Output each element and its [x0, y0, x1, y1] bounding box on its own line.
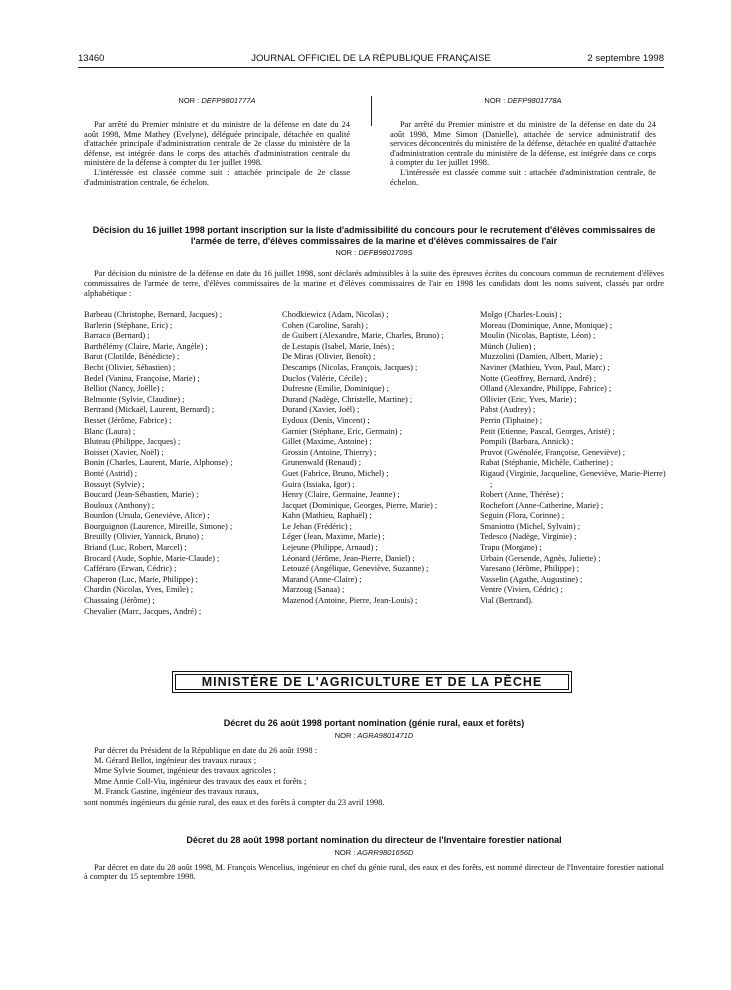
candidate-name: Barthélémy (Claire, Marie, Angèle) ; [84, 341, 208, 351]
page-header [78, 53, 664, 65]
candidate-name: Marand (Anne-Claire) ; [282, 574, 362, 584]
candidate-name: Belliot (Nancy, Joëlle) ; [84, 384, 164, 394]
candidate-name: Eydoux (Denis, Vincent) ; [282, 415, 370, 425]
candidate-name: Bluteau (Philippe, Jacques) ; [84, 437, 181, 447]
candidate-name: Moreau (Dominique, Anne, Monique) ; [480, 320, 613, 330]
candidate-name: Bourguignon (Laurence, Mireille, Simone) ; [84, 521, 233, 531]
candidates-column-1 [84, 310, 272, 617]
candidate-name: Pruvot (Gwénolée, Françoise, Geneviève) ; [480, 447, 626, 457]
candidate-name: Grunenwald (Renaud) ; [282, 458, 362, 468]
nor-reference: NOR : AGRA9801471D [334, 730, 414, 740]
candidate-name: Robert (Anne, Thérèse) ; [480, 490, 564, 500]
nor-code: DEFP9801778A [507, 96, 562, 105]
candidate-name: Breuilly (Olivier, Yannick, Bruno) ; [84, 532, 204, 542]
candidate-name: Rabat (Stéphanie, Michèle, Catherine) ; [480, 458, 614, 468]
candidate-name: Henry (Claire, Germaine, Jeanne) ; [282, 490, 400, 500]
decret-line: M. Gérard Bellot, ingénieur des travaux ruraux ; [94, 755, 257, 765]
decret-title: Décret du 26 août 1998 portant nomination (génie rural, eaux et forêts) [223, 718, 525, 728]
candidate-name: Gillet (Maxime, Antoine) ; [282, 437, 372, 447]
nor-reference: NOR : DEFP9801778A [484, 96, 562, 105]
candidate-name: Dufresne (Emilie, Dominique) ; [282, 384, 389, 394]
candidate-name: Chardin (Nicolas, Yves, Emile) ; [84, 585, 194, 595]
candidate-name: Barbeau (Christophe, Bernard, Jacques) ; [84, 310, 223, 319]
candidate-name: Olland (Alexandre, Philippe, Fabrice) ; [480, 384, 612, 394]
ministry-title: MINISTÈRE DE L'AGRICULTURE ET DE LA PÊCHE [175, 674, 569, 690]
decision-title: Décision du 16 juillet 1998 portant inscription sur la liste d'admissibilité du concours pour le recrutement d'élèves commissaires de l'armée de terre, d'élèves commissaires de la marine et d'élèves commissaires de l'air [92, 225, 656, 246]
candidate-name: Pabst (Audrey) ; [480, 405, 536, 415]
decret-body [84, 746, 664, 808]
arrete-mathey [84, 96, 350, 187]
candidate-name: Bedel (Vanina, Françoise, Marie) ; [84, 373, 200, 383]
paragraph: Par arrêté du Premier ministre et du ministre de la défense en date du 24 août 1998, Mme Simon (Danielle), attachée de service administratif des services déconcentrés du ministère de la défense, détachée en qualité d'attachée d'administration centrale du ministère de la défense, est intégrée dans ce corps à compter du 1er juillet 1998. [390, 120, 656, 168]
candidate-name: Vasselin (Agathe, Augustine) ; [480, 574, 583, 584]
candidate-name: Münch (Julien) ; [480, 341, 536, 351]
candidate-name: Ollivier (Eric, Yves, Marie) ; [480, 394, 577, 404]
journal-title: JOURNAL OFFICIEL DE LA RÉPUBLIQUE FRANÇAISE [251, 53, 491, 64]
paragraph: L'intéressée est classée comme suit : attachée principale de 2e classe d'administration centrale, 6e échelon. [84, 167, 350, 187]
candidate-name: Molgo (Charles-Louis) ; [480, 310, 562, 319]
candidate-name: Le Jehan (Frédéric) ; [282, 521, 352, 531]
candidate-name: Marzoug (Sanaa) ; [282, 585, 345, 595]
decret-title: Décret du 28 août 1998 portant nomination du directeur de l'Inventaire forestier national [186, 835, 562, 845]
candidate-name: de Lestapis (Isabel, Marie, Inès) ; [282, 341, 395, 351]
candidate-name: Bonin (Charles, Laurent, Marie, Alphonse) ; [84, 458, 233, 468]
decret-nomination-genie-rural [84, 718, 664, 808]
ministry-heading-box [172, 671, 572, 693]
decret-body: Par décret en date du 28 août 1998, M. François Wencelius, ingénieur en chef du génie rural, des eaux et des forêts, est nommé directeur de l'Inventaire forestier national à compter du 15 septembre 1998. [84, 862, 664, 882]
paragraph: Par arrêté du Premier ministre et du ministre de la défense en date du 24 août 1998, Mme Mathey (Evelyne), déléguée principale, détachée en qualité d'attachée principale d'administration centrale de 2e classe du ministère de la défense, est intégrée dans le corps des attachés d'administration centrale du ministère de la défense à compter du 1er juillet 1998. [84, 120, 350, 168]
candidate-name: Urbain (Gersende, Agnès, Juliette) ; [480, 553, 601, 563]
candidate-name: Notte (Geoffrey, Bernard, André) ; [480, 373, 597, 383]
arrete-simon [390, 96, 656, 187]
candidates-list [84, 310, 664, 632]
page-number: 13460 [78, 53, 105, 64]
candidate-name: Barut (Clotilde, Bénédicte) ; [84, 352, 180, 362]
candidate-name: Perrin (Tiphaine) ; [480, 415, 543, 425]
candidate-name: Naviner (Mathieu, Yvon, Paul, Marc) ; [480, 362, 610, 372]
candidate-name: Chevalier (Marc, Jacques, André) ; [84, 606, 202, 616]
candidate-name: Becht (Olivier, Sébastien) ; [84, 362, 176, 372]
decret-line: Mme Annie Coll-Viu, ingénieur des travaux des eaux et forêts ; [94, 776, 307, 786]
candidate-name: Léger (Jean, Maxime, Marie) ; [282, 532, 385, 542]
candidate-name: Pompili (Barbara, Annick) ; [480, 437, 574, 447]
candidate-name: Blanc (Laura) ; [84, 426, 136, 436]
candidates-column-3 [480, 310, 668, 607]
nor-code: DEFB9801709S [358, 248, 413, 257]
candidate-name: Durand (Nadège, Christelle, Martine) ; [282, 394, 413, 404]
nor-reference: NOR : DEFB9801709S [335, 248, 413, 257]
candidate-name: Bonté (Astrid) ; [84, 468, 138, 478]
candidate-name: Chodkiewicz (Adam, Nicolas) ; [282, 310, 389, 319]
nor-code: DEFP9801777A [201, 96, 256, 105]
candidate-name: Descamps (Nicolas, François, Jacques) ; [282, 362, 418, 372]
candidate-name: Brocard (Aude, Sophie, Marie-Claude) ; [84, 553, 220, 563]
candidate-name: Bertrand (Mickaël, Laurent, Bernard) ; [84, 405, 215, 415]
candidate-name: Grossin (Antoine, Thierry) ; [282, 447, 377, 457]
nor-reference: NOR : AGRR9801656D [334, 847, 414, 857]
candidate-name: Belmonte (Sylvie, Claudine) ; [84, 394, 185, 404]
decret-line: sont nommés ingénieurs du génie rural, des eaux et des forêts à compter du 23 avril 1998. [84, 797, 385, 807]
candidate-name: De Miras (Olivier, Benoît) ; [282, 352, 376, 362]
candidate-name: Besset (Jérôme, Fabrice) ; [84, 415, 172, 425]
candidate-name: Petit (Etienne, Pascal, Georges, Aristé) ; [480, 426, 615, 436]
candidate-name: Durand (Xavier, Joël) ; [282, 405, 360, 415]
nor-code: AGRR9801656D [357, 847, 414, 857]
candidate-name: Guet (Fabrice, Bruno, Michel) ; [282, 468, 389, 478]
candidate-name: Rigaud (Virginie, Jacqueline, Geneviève, Marie-Pierre) ; [480, 468, 666, 489]
candidate-name: Guira (Issiaka, Igor) ; [282, 479, 355, 489]
candidate-name: Chassaing (Jérôme) ; [84, 596, 155, 606]
candidate-name: Boucard (Jean-Sébastien, Marie) ; [84, 490, 199, 500]
candidate-name: Mazenod (Antoine, Pierre, Jean-Louis) ; [282, 596, 418, 606]
candidate-name: Cafféraro (Erwan, Cédric) ; [84, 564, 177, 574]
issue-date: 2 septembre 1998 [587, 53, 664, 64]
decret-line: Par décret du Président de la République en date du 26 août 1998 : [94, 745, 318, 755]
decision-section [84, 225, 664, 298]
candidate-name: Trapu (Morgane) ; [480, 543, 542, 553]
paragraph: L'intéressée est classée comme suit : attachée d'administration centrale, 8e échelon. [390, 167, 656, 187]
candidate-name: Ventre (Vivien, Cédric) ; [480, 585, 563, 595]
candidate-name: Muzzolini (Damien, Albert, Marie) ; [480, 352, 603, 362]
candidate-name: Chaperon (Luc, Marie, Philippe) ; [84, 574, 198, 584]
candidate-name: Boisset (Xavier, Noël) ; [84, 447, 164, 457]
top-arretes [84, 96, 664, 214]
candidate-name: Tedesco (Nadège, Virginie) ; [480, 532, 577, 542]
candidate-name: Varesano (Jérôme, Philippe) ; [480, 564, 580, 574]
nor-code: AGRA9801471D [357, 730, 414, 740]
decret-line: M. Franck Gastine, ingénieur des travaux ruraux, [94, 787, 259, 797]
candidate-name: Bossuyt (Sylvie) ; [84, 479, 145, 489]
candidate-name: Lejeune (Philippe, Arnaud) ; [282, 543, 378, 553]
candidate-name: Kahn (Mathieu, Raphaël) ; [282, 511, 372, 521]
candidate-name: Moulin (Nicolas, Baptiste, Léon) ; [480, 331, 596, 341]
candidate-name: Barraco (Bernard) ; [84, 331, 150, 341]
decret-directeur-inventaire [84, 835, 664, 882]
candidate-name: Smaniotto (Michel, Sylvain) ; [480, 521, 581, 531]
decision-intro: Par décision du ministre de la défense en date du 16 juillet 1998, sont déclarés admissibles à la suite des épreuves écrites du concours commun de recrutement d'élèves commissaires de l'armée de terre, d'élèves commissaires de la marine et d'élèves commissaires de l'air en 1998 les candidats dont les noms suivent, classés par ordre alphabétique : [84, 269, 664, 298]
candidate-name: de Guibert (Alexandre, Marie, Charles, Bruno) ; [282, 331, 444, 341]
column-divider [371, 96, 372, 126]
candidate-name: Cohen (Caroline, Sarah) ; [282, 320, 369, 330]
candidates-column-2 [282, 310, 470, 607]
candidate-name: Duclos (Valérie, Cécile) ; [282, 373, 368, 383]
header-divider [78, 67, 664, 68]
candidate-name: Barlerin (Stéphane, Eric) ; [84, 320, 173, 330]
candidate-name: Bourdon (Ursula, Geneviève, Alice) ; [84, 511, 210, 521]
candidate-name: Rochefort (Anne-Catherine, Marie) ; [480, 500, 604, 510]
candidate-name: Seguin (Flora, Corinne) ; [480, 511, 565, 521]
candidate-name: Jacquet (Dominique, Georges, Pierre, Marie) ; [282, 500, 438, 510]
candidate-name: Léonard (Jérôme, Jean-Pierre, Daniel) ; [282, 553, 415, 563]
candidate-name: Garnier (Stéphane, Eric, Germain) ; [282, 426, 402, 436]
candidate-name: Vial (Bertrand). [480, 596, 533, 606]
candidate-name: Bouloux (Anthony) ; [84, 500, 155, 510]
nor-reference: NOR : DEFP9801777A [178, 96, 256, 105]
decret-line: Mme Sylvie Soumet, ingénieur des travaux agricoles ; [94, 766, 276, 776]
candidate-name: Letouzé (Angélique, Geneviève, Suzanne) ; [282, 564, 429, 574]
candidate-name: Briand (Luc, Robert, Marcel) ; [84, 543, 187, 553]
